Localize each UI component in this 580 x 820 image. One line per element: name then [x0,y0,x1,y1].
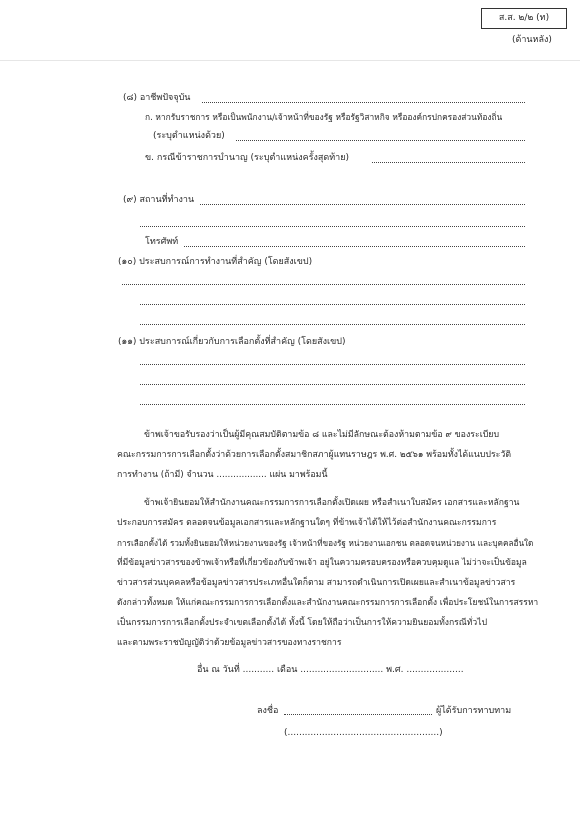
workplace-field-line-2 [140,226,525,227]
election-experience-line-2 [140,384,525,385]
position-field-line [236,140,525,141]
pension-position-field-line [372,162,525,163]
certify-line-1: ข้าพเจ้าขอรับรองว่าเป็นผู้มีคุณสมบัติตามข้อ ๘ และไม่มีลักษณะต้องห้ามตามข้อ ๙ ของระเบียบ [144,430,500,440]
workplace-field-line [200,204,525,205]
consent-line-1: ข้าพเจ้ายินยอมให้สำนักงานคณะกรรมการการเลือกตั้งเปิดเผย หรือสำเนาใบสมัคร เอกสารและหลักฐาน [144,498,520,508]
sign-label: ลงชื่อ [257,706,279,716]
consent-line-7: เป็นกรรมการการเลือกตั้งประจำเขตเลือกตั้งได้ ทั้งนี้ โดยให้ถือว่าเป็นการให้ความยินยอมทั้งกรณีทั่วไป [117,618,488,628]
section8-item-b: ข. กรณีข้าราชการบำนาญ (ระบุตำแหน่งครั้งสุดท้าย) [145,153,349,163]
consent-line-6: ดังกล่าวทั้งหมด ให้แก่คณะกรรมการการเลือกตั้งและสำนักงานคณะกรรมการการเลือกตั้ง เพื่อประโยชน์ในการสรรหา [117,598,539,608]
section11-label: (๑๑) ประสบการณ์เกี่ยวกับการเลือกตั้งที่สำคัญ (โดยสังเขป) [118,337,346,347]
scan-artifact-line [0,60,580,61]
consent-line-5: ข่าวสารส่วนบุคคลหรือข้อมูลข่าวสารประเภทอื่นใดก็ตาม สามารถดำเนินการเปิดเผยและสำเนาข้อมูลข่าวสาร [117,578,516,588]
work-experience-line-3 [140,324,525,325]
section8-item-a: ก. หากรับราชการ หรือเป็นพนักงาน/เจ้าหน้าที่ของรัฐ หรือรัฐวิสาหกิจ หรือองค์กรปกครองส่วนท้องถิ่น [145,112,503,122]
certify-line-3: การทำงาน (ถ้ามี) จำนวน .................. แผ่น มาพร้อมนี้ [117,470,328,480]
work-experience-line-1 [122,284,525,285]
side-label: (ด้านหลัง) [512,35,552,45]
section8-item-a-note: (ระบุตำแหน่งด้วย) [153,131,225,141]
consent-line-3: การเลือกตั้งได้ รวมทั้งยินยอมให้หน่วยงานของรัฐ เจ้าหน้าที่ของรัฐ หน่วยงานเอกชน ตลอดจนหน่วยงาน และบุคคลอื่นใด [117,538,534,548]
election-experience-line-1 [140,364,525,365]
section10-label: (๑๐) ประสบการณ์การทำงานที่สำคัญ (โดยสังเขป) [118,257,313,267]
phone-field-line [184,246,525,247]
consent-line-4: ที่มีข้อมูลข่าวสารของข้าพเจ้าหรือที่เกี่ยวข้องกับข้าพเจ้า อยู่ในความครอบครองหรือควบคุมดูแล ไม่ว่าจะเป็นข้อมูล [117,558,527,568]
signature-field-line [284,714,432,715]
date-line: อื่น ณ วันที่ ........... เดือน ............................. พ.ศ. .................... [197,665,464,675]
election-experience-line-3 [140,404,525,405]
certify-line-2: คณะกรรมการการเลือกตั้งว่าด้วยการเลือกตั้งสมาชิกสภาผู้แทนราษฎร พ.ศ. ๒๕๖๑ พร้อมทั้งได้แนบประวัติ [117,450,512,460]
sign-role: ผู้ได้รับการทาบทาม [436,706,512,716]
phone-label: โทรศัพท์ [145,237,179,247]
section8-label: (๘) อาชีพปัจจุบัน [123,93,191,103]
consent-line-2: ประกอบการสมัคร ตลอดจนข้อมูลเอกสารและหลักฐานใดๆ ที่ข้าพเจ้าได้ให้ไว้ต่อสำนักงานคณะกรรมการ [117,518,497,528]
work-experience-line-2 [140,304,525,305]
form-number-box: ส.ส. ๒/๒ (ท) [481,8,567,29]
section9-label: (๙) สถานที่ทำงาน [123,195,195,205]
consent-line-8: และตามพระราชบัญญัติว่าด้วยข้อมูลข่าวสารของทางราชการ [117,638,342,648]
name-in-parentheses: (.....................................................) [284,728,443,738]
occupation-field-line [202,102,525,103]
